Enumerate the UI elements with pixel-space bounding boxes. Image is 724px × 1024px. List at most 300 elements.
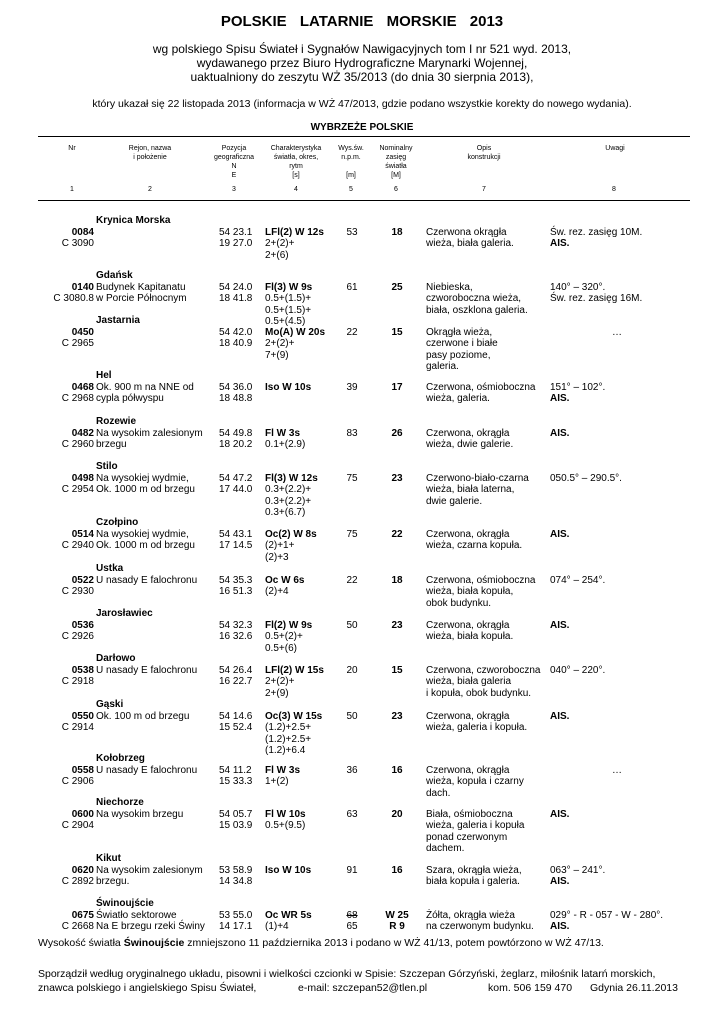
description-line: wieża, biała kopuła,: [426, 586, 514, 597]
characteristic-line: LFl(2) W 12s: [265, 226, 324, 238]
height-cell: [340, 665, 364, 677]
remark-line: AIS.: [550, 808, 570, 820]
description-line: Czerwona, czworoboczna: [426, 664, 541, 676]
location-line: Budynek Kapitanatu: [96, 281, 186, 293]
characteristic-cell: [265, 910, 312, 933]
characteristic-line: (2)+1+: [265, 540, 295, 551]
description-line: wieża, czarna kopuła.: [426, 540, 523, 551]
col-number-5: 5: [349, 186, 353, 193]
number-cell: [40, 765, 94, 788]
number-cell: [40, 575, 94, 598]
light-height: 61: [346, 281, 358, 293]
lighthouse-name: [96, 797, 144, 809]
description-line: wieża, biała kopuła.: [426, 631, 514, 642]
description-line: Czerwona, okrągła: [426, 528, 510, 540]
international-number: C 2914: [61, 722, 94, 733]
lighthouse-number: 0450: [71, 326, 94, 338]
light-height: 22: [346, 574, 358, 586]
longitude: 16 32.6: [219, 631, 253, 642]
description-line: Czerwona okrągła: [426, 226, 507, 238]
lighthouse-name-text: Ustka: [96, 563, 124, 574]
description-line: Czerwona, ośmioboczna: [426, 574, 536, 586]
lighthouse-name: [96, 517, 138, 529]
location-line: brzegu.: [96, 876, 130, 887]
remarks-cell: [550, 382, 690, 405]
description-line: biała, oszklona galeria.: [426, 304, 528, 316]
international-number: C 2892: [61, 876, 94, 887]
position-cell: [219, 473, 252, 496]
col-header-charakterystyka: Charakterystyka światła, okres, rytm [s]: [270, 145, 322, 179]
characteristic-line: Oc(2) W 8s: [265, 528, 317, 540]
characteristic-line: Fl(3) W 12s: [265, 472, 318, 484]
lighthouse-number: 0498: [71, 472, 94, 484]
range-cell: [384, 809, 410, 821]
lighthouse-name: [96, 461, 118, 473]
remarks-cell: [550, 227, 690, 250]
col-number-4: 4: [294, 186, 298, 193]
lighthouse-name-text: Stilo: [96, 461, 118, 472]
range-cell: [384, 327, 410, 339]
range-cell: [384, 620, 410, 632]
lighthouse-name: [96, 853, 121, 865]
location-line: Na wysokiej wydmie,: [96, 472, 189, 484]
height-cell: [340, 765, 364, 777]
light-height: 83: [346, 427, 358, 439]
description-line: wieża, galeria.: [426, 393, 490, 404]
number-cell: [40, 382, 94, 405]
author-phone: kom. 506 159 470: [488, 982, 573, 994]
light-height: 20: [346, 664, 358, 676]
subtitle-line-3: uaktualniony do zeszytu WŻ 35/2013 (do dnia 30 sierpnia 2013),: [190, 70, 534, 84]
characteristic-cell: [265, 711, 322, 757]
remark-line: AIS.: [550, 427, 570, 439]
characteristic-cell: [265, 765, 300, 788]
remark-line: AIS.: [550, 921, 570, 932]
characteristic-line: Fl W 3s: [265, 764, 301, 776]
characteristic-line: Oc W 6s: [265, 574, 305, 586]
lighthouse-name: [96, 699, 123, 711]
lighthouse-name: [96, 653, 135, 665]
lighthouse-number: 0558: [71, 764, 94, 776]
col-number-2: 2: [148, 186, 152, 193]
international-number: C 2926: [61, 631, 94, 642]
remark-line: 029° - R - 057 - W - 280°.: [550, 909, 664, 921]
lighthouse-name-text: Czołpino: [96, 517, 139, 528]
characteristic-line: (2)+3: [265, 551, 289, 563]
height-cell: [340, 282, 364, 294]
description-cell: [426, 473, 529, 508]
number-cell: [40, 620, 94, 643]
international-number: C 2904: [61, 820, 94, 831]
longitude: 18 40.9: [219, 338, 253, 349]
number-cell: [40, 327, 94, 350]
subtitle-line-1: wg polskiego Spisu Świateł i Sygnałów Nawigacyjnych tom I nr 521 wyd. 2013,: [152, 42, 572, 56]
height-cell: [340, 620, 364, 632]
height-cell: [340, 865, 364, 877]
characteristic-line: Fl W 3s: [265, 427, 301, 439]
description-line: Okrągła wieża,: [426, 326, 493, 338]
number-cell: [40, 529, 94, 552]
description-line: wieża, kopuła i czarny: [426, 776, 524, 787]
latitude: 54 11.2: [219, 764, 252, 776]
longitude: 15 33.3: [219, 776, 253, 787]
location-cell: [96, 711, 189, 723]
description-line: Czerwona, okrągła: [426, 427, 510, 439]
light-height: 63: [346, 808, 358, 820]
range-cell: [384, 473, 410, 485]
number-cell: [40, 910, 94, 933]
description-line: dach.: [426, 787, 451, 799]
description-line: Czerwona, okrągła: [426, 710, 510, 722]
height-cell: [340, 711, 364, 723]
latitude: 54 05.7: [219, 808, 253, 820]
remark-line: …: [612, 326, 622, 338]
lighthouse-number: 0536: [71, 619, 94, 631]
position-cell: [219, 910, 252, 933]
position-cell: [219, 865, 252, 888]
height-cell: [340, 809, 364, 821]
remark-line: 050.5° – 290.5°.: [550, 472, 622, 484]
characteristic-line: 0.3+(6.7): [265, 507, 306, 518]
remarks-cell: [550, 575, 690, 587]
light-height: 50: [346, 619, 358, 631]
lighthouse-number: 0675: [71, 909, 94, 921]
height-cell: [340, 382, 364, 394]
international-number: C 2960: [61, 439, 94, 450]
position-cell: [219, 382, 252, 405]
light-height: 36: [346, 764, 358, 776]
location-line: Ok. 1000 m od brzegu: [96, 484, 195, 495]
international-number: C 2940: [61, 540, 94, 551]
lighthouse-name-text: Niechorze: [96, 797, 144, 808]
location-cell: [96, 865, 203, 888]
nominal-range: 23: [391, 710, 403, 722]
lighthouse-number: 0514: [71, 528, 94, 540]
remark-line: AIS.: [550, 238, 570, 249]
author-email: e-mail: szczepan52@tlen.pl: [298, 982, 428, 994]
light-height: 50: [346, 710, 358, 722]
description-line: biała kopuła i galeria.: [426, 876, 520, 887]
description-line: Czerwono-biało-czarna: [426, 472, 529, 484]
characteristic-line: 7+(9): [265, 349, 289, 361]
range-cell: [384, 765, 410, 777]
lighthouse-name: [96, 215, 170, 227]
author-line-1: Sporządził według oryginalnego układu, pisowni i wielkości czcionki w Spisie: Szczepan Górzyński, żeglarz, miłośnik latarń morskich,: [38, 968, 656, 980]
remarks-cell: [550, 473, 690, 485]
latitude: 54 36.0: [219, 381, 253, 393]
location-cell: [96, 665, 197, 677]
lighthouse-name-text: Gąski: [96, 699, 124, 710]
page-title: POLSKIE LATARNIE MORSKIE 2013: [220, 13, 504, 30]
characteristic-line: 0.5+(9.5): [265, 820, 306, 831]
description-line: wieża, biała galeria.: [426, 238, 514, 249]
lighthouse-number: 0538: [71, 664, 94, 676]
description-line: dwie galerie.: [426, 495, 483, 507]
international-number: C 3080.8: [53, 293, 94, 304]
position-cell: [219, 529, 252, 552]
lighthouse-name-text: Świnoujście: [96, 898, 154, 909]
number-cell: [40, 809, 94, 832]
range-cell: [384, 282, 410, 294]
remark-line: 040° – 220°.: [550, 664, 606, 676]
nominal-range: 18: [391, 226, 403, 238]
lighthouse-number: 0600: [71, 808, 94, 820]
range-cell: [384, 529, 410, 541]
international-number: C 2930: [61, 586, 94, 597]
position-cell: [219, 665, 252, 688]
characteristic-line: 0.5+(2)+: [265, 631, 303, 642]
location-cell: [96, 473, 195, 496]
remark-line: 074° – 254°.: [550, 574, 606, 586]
description-cell: [426, 809, 524, 855]
lighthouse-name: [96, 753, 145, 765]
characteristic-line: Fl(3) W 9s: [265, 281, 313, 293]
characteristic-line: 2+(2)+: [265, 238, 295, 249]
longitude: 18 48.8: [219, 393, 253, 404]
characteristic-cell: [265, 282, 312, 328]
height-cell: [340, 327, 364, 339]
remark-line: Św. rez. zasięg 10M.: [550, 226, 643, 238]
description-line: wieża, galeria i kopuła: [426, 820, 525, 831]
lighthouse-name: [96, 370, 112, 382]
remarks-cell: [550, 665, 690, 677]
location-cell: [96, 382, 194, 405]
nominal-range: 20: [391, 808, 403, 820]
description-cell: [426, 910, 534, 933]
position-cell: [219, 428, 252, 451]
characteristic-line: Fl W 10s: [265, 808, 306, 820]
height-cell: [340, 529, 364, 541]
characteristic-line: LFl(2) W 15s: [265, 664, 324, 676]
description-cell: [426, 711, 527, 734]
remark-line: AIS.: [550, 528, 570, 540]
remarks-cell: [550, 809, 690, 821]
description-line: czerwone i białe: [426, 338, 498, 349]
remarks-cell: [550, 865, 690, 888]
description-line: obok budynku.: [426, 597, 492, 609]
position-cell: [219, 809, 252, 832]
longitude: 16 22.7: [219, 676, 253, 687]
remarks-cell: [550, 765, 690, 777]
description-cell: [426, 428, 513, 451]
position-cell: [219, 711, 252, 734]
characteristic-line: Fl(2) W 9s: [265, 619, 313, 631]
height-cell: [340, 428, 364, 440]
characteristic-line: 2+(2)+: [265, 338, 295, 349]
light-height: 39: [346, 381, 358, 393]
characteristic-line: Iso W 10s: [265, 381, 312, 393]
longitude: 16 51.3: [219, 586, 253, 597]
location-line: brzegu: [96, 439, 127, 450]
characteristic-cell: [265, 529, 317, 564]
characteristic-line: 1+(2): [265, 776, 289, 787]
location-line: U nasady E falochronu: [96, 664, 198, 676]
lighthouse-name-text: Kikut: [96, 853, 121, 864]
position-cell: [219, 227, 252, 250]
description-cell: [426, 575, 536, 610]
col-number-1: 1: [70, 186, 74, 193]
characteristic-cell: [265, 809, 306, 832]
lighthouse-name-text: Gdańsk: [96, 270, 133, 281]
longitude: 14 17.1: [219, 921, 253, 932]
location-cell: [96, 529, 195, 552]
remark-line: 151° – 102°.: [550, 381, 606, 393]
latitude: 54 49.8: [219, 427, 253, 439]
nominal-range: 15: [391, 664, 403, 676]
subtitle-line-2: wydawanego przez Biuro Hydrograficzne Marynarki Wojennej,: [196, 56, 528, 70]
characteristic-line: 0.5+(6): [265, 642, 297, 654]
lighthouse-name-text: Kołobrzeg: [96, 753, 145, 764]
description-cell: [426, 227, 514, 250]
location-line: w Porcie Północnym: [96, 293, 187, 304]
longitude: 17 14.5: [219, 540, 253, 551]
location-cell: [96, 910, 205, 933]
number-cell: [40, 473, 94, 496]
light-height: 68: [346, 909, 358, 921]
remarks-cell: [550, 529, 690, 541]
lighthouse-name-text: Darłowo: [96, 653, 136, 664]
lighthouse-number: 0468: [71, 381, 94, 393]
characteristic-cell: [265, 865, 311, 877]
nominal-range: 26: [391, 427, 403, 439]
description-cell: [426, 529, 522, 552]
lighthouse-name: [96, 315, 140, 327]
range-cell: [384, 575, 410, 587]
intro-text: który ukazał się 22 listopada 2013 (informacja w WŻ 47/2013, gdzie podano wszystkie korekty do nowego wydania).: [92, 98, 632, 110]
location-line: U nasady E falochronu: [96, 574, 198, 586]
description-line: ponad czerwonym: [426, 831, 508, 843]
location-line: U nasady E falochronu: [96, 764, 198, 776]
remark-line: …: [612, 764, 622, 776]
remarks-cell: [550, 620, 690, 632]
location-line: Światło sektorowe: [96, 909, 177, 921]
col-header-uwagi: Uwagi: [605, 145, 625, 152]
height-cell: [340, 473, 364, 485]
location-cell: [96, 282, 187, 305]
characteristic-line: (2)+4: [265, 586, 289, 597]
lighthouse-name-text: Rozewie: [96, 416, 137, 427]
description-cell: [426, 865, 522, 888]
remarks-cell: [550, 327, 690, 339]
location-line: Na wysokim zalesionym: [96, 427, 203, 439]
location-cell: [96, 809, 183, 821]
international-number: C 2918: [61, 676, 94, 687]
characteristic-line: Oc(3) W 15s: [265, 710, 323, 722]
range-cell: [384, 428, 410, 440]
col-header-pozycja: Pozycja geograficzna N E: [213, 145, 255, 179]
nominal-range: W 25: [385, 909, 409, 921]
nominal-range: 16: [391, 764, 403, 776]
characteristic-line: 0.3+(2.2)+: [265, 495, 312, 507]
description-cell: [426, 620, 513, 643]
lighthouse-number: 0140: [71, 281, 94, 293]
light-height: 91: [346, 864, 358, 876]
range-cell: [384, 227, 410, 239]
lighthouse-number: 0620: [71, 864, 94, 876]
lighthouse-number: 0084: [71, 226, 94, 238]
lighthouse-name: [96, 563, 123, 575]
nominal-range: 23: [391, 619, 403, 631]
range-cell: [384, 711, 410, 723]
description-line: pasy poziome,: [426, 349, 491, 361]
lighthouse-name: [96, 270, 133, 282]
longitude: 17 44.0: [219, 484, 253, 495]
latitude: 54 43.1: [219, 528, 253, 540]
description-line: Biała, ośmioboczna: [426, 808, 513, 820]
col-header-wysokosc: Wys.św. n.p.m. [m]: [338, 145, 364, 179]
location-line: Na wysokiej wydmie,: [96, 528, 189, 540]
lighthouse-name-text: Jarosławiec: [96, 608, 153, 619]
description-line: galeria.: [426, 361, 459, 372]
range-cell: [384, 665, 410, 677]
latitude: 54 14.6: [219, 710, 253, 722]
col-header-zasieg: Nominalny zasięg światła [M]: [379, 145, 413, 179]
lighthouse-number: 0550: [71, 710, 94, 722]
characteristic-cell: [265, 382, 311, 394]
location-cell: [96, 575, 197, 587]
description-line: wieża, galeria i kopuła.: [426, 722, 528, 733]
location-line: Na E brzegu rzeki Świny: [96, 921, 205, 932]
lighthouse-name-text: Krynica Morska: [96, 215, 171, 226]
characteristic-line: (1.2)+2.5+: [265, 722, 312, 733]
nominal-range: 15: [391, 326, 403, 338]
position-cell: [219, 575, 252, 598]
lighthouse-number: 0482: [71, 427, 94, 439]
lighthouse-name: [96, 898, 154, 910]
lighthouse-name-text: Jastarnia: [96, 315, 140, 326]
remark-line: AIS.: [550, 710, 570, 722]
location-cell: [96, 428, 203, 451]
international-number: C 3090: [61, 238, 94, 249]
characteristic-line: 0.5+(1.5)+: [265, 293, 312, 304]
characteristic-cell: [265, 227, 324, 262]
international-number: C 2954: [61, 484, 94, 495]
number-cell: [40, 665, 94, 688]
col-number-6: 6: [394, 186, 398, 193]
latitude: 53 58.9: [219, 864, 253, 876]
description-line: wieża, biała laterna,: [426, 484, 515, 495]
international-number: C 2906: [61, 776, 94, 787]
remark-line: Św. rez. zasięg 16M.: [550, 293, 643, 304]
location-cell: [96, 765, 197, 777]
range-cell: [384, 865, 410, 877]
description-line: Czerwona, okrągła: [426, 764, 510, 776]
description-line: i kopuła, obok budynku.: [426, 687, 532, 699]
characteristic-line: 2+(2)+: [265, 676, 295, 687]
latitude: 54 26.4: [219, 664, 253, 676]
col-header-nr: Nr: [68, 145, 76, 152]
remarks-cell: [550, 282, 690, 305]
number-cell: [40, 282, 94, 305]
number-cell: [40, 428, 94, 451]
latitude: 54 47.2: [219, 472, 253, 484]
author-place-date: Gdynia 26.11.2013: [590, 982, 678, 994]
nominal-range: 25: [391, 281, 403, 293]
remarks-cell: [550, 428, 690, 440]
description-line: dachem.: [426, 843, 465, 854]
nominal-range-red: R 9: [389, 921, 405, 932]
location-line: Na wysokim brzegu: [96, 808, 184, 820]
description-line: na czerwonym budynku.: [426, 921, 534, 932]
author-line-2-a: znawca polskiego i angielskiego Spisu Świateł,: [38, 982, 257, 994]
location-line: Na wysokim zalesionym: [96, 864, 203, 876]
light-height: 53: [346, 226, 358, 238]
description-line: Żółta, okrągła wieża: [426, 909, 515, 921]
characteristic-line: (1.2)+2.5+: [265, 733, 312, 745]
number-cell: [40, 711, 94, 734]
characteristic-cell: [265, 620, 312, 655]
international-number: C 2968: [61, 393, 94, 404]
